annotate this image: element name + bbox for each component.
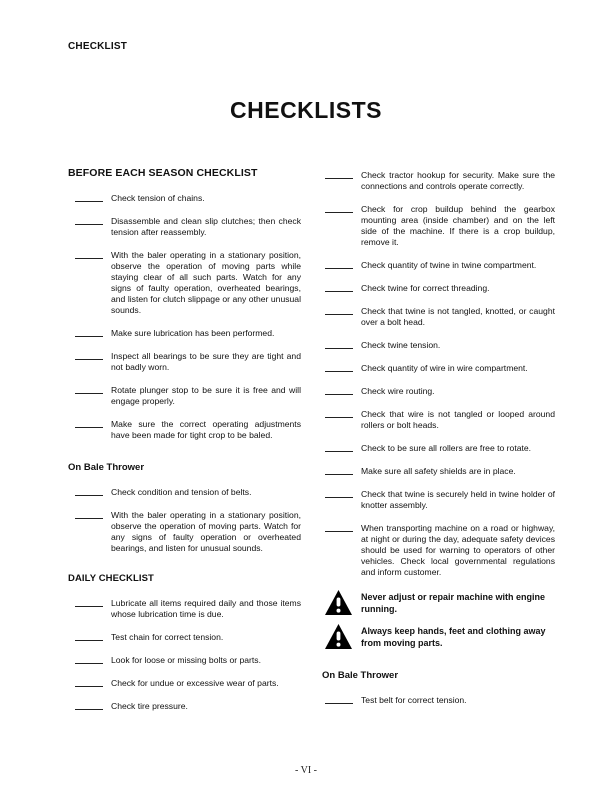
checkbox-blank-line: [75, 701, 103, 710]
checklist-item: [68, 328, 301, 339]
checklist-item: [322, 363, 555, 374]
checklist-item-text: Make sure all safety shields are in place.: [361, 466, 516, 476]
checkbox-blank-line: [325, 409, 353, 418]
running-header: CHECKLIST: [68, 41, 128, 52]
warning-text: Always keep hands, feet and clothing away from moving parts.: [361, 626, 546, 648]
checkbox-blank-line: [325, 306, 353, 315]
checklist-item-text: With the baler operating in a stationary position, observe the operation of moving parts while staying clear of all such parts. Watch for any signs of faulty operation, overheated bearings, and listen for clutch slippage or any other unusual sounds.: [111, 250, 301, 315]
checklist-item: [322, 170, 555, 192]
checklist-item: [68, 385, 301, 407]
checkbox-blank-line: [75, 419, 103, 428]
checklist-item: [68, 351, 301, 373]
checklist-item-text: Check that twine is not tangled, knotted, or caught over a bolt head.: [361, 306, 555, 327]
checklist-item: [322, 260, 555, 271]
checklist-item: [322, 306, 555, 328]
checklist-item: [68, 701, 301, 712]
checkbox-blank-line: [75, 328, 103, 337]
checklist-item-text: With the baler operating in a stationary position, observe the operation of moving parts. Watch for any signs of faulty operation or overheated bearings, and listen for unusual sounds.: [111, 510, 301, 553]
checklist-item-text: Check wire routing.: [361, 386, 435, 396]
warning-text: Never adjust or repair machine with engine running.: [361, 592, 546, 614]
checklist-item: [322, 489, 555, 511]
checkbox-blank-line: [325, 283, 353, 292]
checklist-item-text: Check tire pressure.: [111, 701, 188, 711]
checklist-item: [322, 466, 555, 477]
sub-heading-on-bale-thrower: On Bale Thrower: [322, 670, 399, 681]
checkbox-blank-line: [75, 351, 103, 360]
checklist-item-text: Check for undue or excessive wear of parts.: [111, 678, 279, 688]
checkbox-blank-line: [325, 523, 353, 532]
section-heading-before-each-season: BEFORE EACH SEASON CHECKLIST: [68, 167, 258, 179]
checklist-item-text: Check condition and tension of belts.: [111, 487, 252, 497]
checklist-item-text: Look for loose or missing bolts or parts.: [111, 655, 261, 665]
checklist-item: [322, 695, 555, 706]
warning-item: [322, 624, 555, 649]
checklist-item-text: Check that twine is securely held in twine holder of knotter assembly.: [361, 489, 555, 510]
checklist-item: [322, 283, 555, 294]
checklist-item: [68, 598, 301, 620]
checklist-item-text: Check to be sure all rollers are free to rotate.: [361, 443, 532, 453]
checklist-item-text: Rotate plunger stop to be sure it is free and will engage properly.: [111, 385, 301, 406]
checkbox-blank-line: [325, 695, 353, 704]
checkbox-blank-line: [75, 655, 103, 664]
checkbox-blank-line: [325, 443, 353, 452]
checkbox-blank-line: [75, 216, 103, 225]
checklist-item: [68, 250, 301, 316]
checklist-item-text: Make sure the correct operating adjustments have been made for tight crop to be baled.: [111, 419, 301, 440]
checklist-item: [68, 510, 301, 554]
checkbox-blank-line: [325, 340, 353, 349]
checkbox-blank-line: [75, 510, 103, 519]
checklist-item-text: Inspect all bearings to be sure they are tight and not badly worn.: [111, 351, 301, 372]
checkbox-blank-line: [325, 204, 353, 213]
checklist-item: [68, 487, 301, 498]
checkbox-blank-line: [75, 598, 103, 607]
page-number: - VI -: [294, 765, 318, 776]
checkbox-blank-line: [325, 489, 353, 498]
checklist-item: [68, 678, 301, 689]
checklist-item: [68, 419, 301, 441]
checklist-item-text: Check that wire is not tangled or looped around rollers or bolt heads.: [361, 409, 555, 430]
sub-heading-on-bale-thrower: On Bale Thrower: [68, 462, 145, 473]
checklist-item-text: Make sure lubrication has been performed.: [111, 328, 275, 338]
checkbox-blank-line: [75, 385, 103, 394]
checkbox-blank-line: [325, 363, 353, 372]
left-column: [68, 167, 301, 724]
checklist-item: [68, 632, 301, 643]
checklist-item-text: Check quantity of twine in twine compartment.: [361, 260, 537, 270]
checkbox-blank-line: [75, 193, 103, 202]
checkbox-blank-line: [75, 250, 103, 259]
warning-triangle-icon: [325, 624, 352, 649]
checklist-item: [322, 386, 555, 397]
checkbox-blank-line: [325, 170, 353, 179]
checklist-item: [68, 216, 301, 238]
checklist-item: [322, 443, 555, 454]
checklist-item: [322, 204, 555, 248]
checkbox-blank-line: [75, 487, 103, 496]
checklist-item-text: Lubricate all items required daily and those items whose lubrication time is due.: [111, 598, 301, 619]
checklist-item-text: Check twine tension.: [361, 340, 441, 350]
checkbox-blank-line: [325, 260, 353, 269]
checkbox-blank-line: [325, 386, 353, 395]
page-title: CHECKLISTS: [230, 97, 382, 123]
warning-item: [322, 590, 555, 615]
warning-triangle-icon: [325, 590, 352, 615]
checkbox-blank-line: [75, 632, 103, 641]
checklist-item-text: Check twine for correct threading.: [361, 283, 490, 293]
checklist-item-text: Test chain for correct tension.: [111, 632, 224, 642]
checklist-item: [322, 409, 555, 431]
checklist-item: [322, 523, 555, 578]
right-column: [322, 170, 555, 718]
checkbox-blank-line: [325, 466, 353, 475]
checklist-item: [68, 193, 301, 204]
checklist-item-text: Check tractor hookup for security. Make sure the connections and controls operate correctly.: [361, 170, 555, 191]
checklist-item-text: Check tension of chains.: [111, 193, 205, 203]
checklist-item-text: Check quantity of wire in wire compartment.: [361, 363, 528, 373]
checklist-item: [322, 340, 555, 351]
checklist-item-text: When transporting machine on a road or highway, at night or during the day, adequate safety devices should be used for warning to operators of other vehicles. Check local governmental regulations and inform customer.: [361, 523, 555, 577]
checklist-item: [68, 655, 301, 666]
section-heading-daily-checklist: DAILY CHECKLIST: [68, 573, 154, 584]
checklist-item-text: Check for crop buildup behind the gearbox mounting area (inside chamber) and on the left side of the machine. If there is a crop buildup, remove it.: [361, 204, 555, 247]
checkbox-blank-line: [75, 678, 103, 687]
checklist-item-text: Test belt for correct tension.: [361, 695, 467, 705]
checklist-item-text: Disassemble and clean slip clutches; then check tension after reassembly.: [111, 216, 301, 237]
